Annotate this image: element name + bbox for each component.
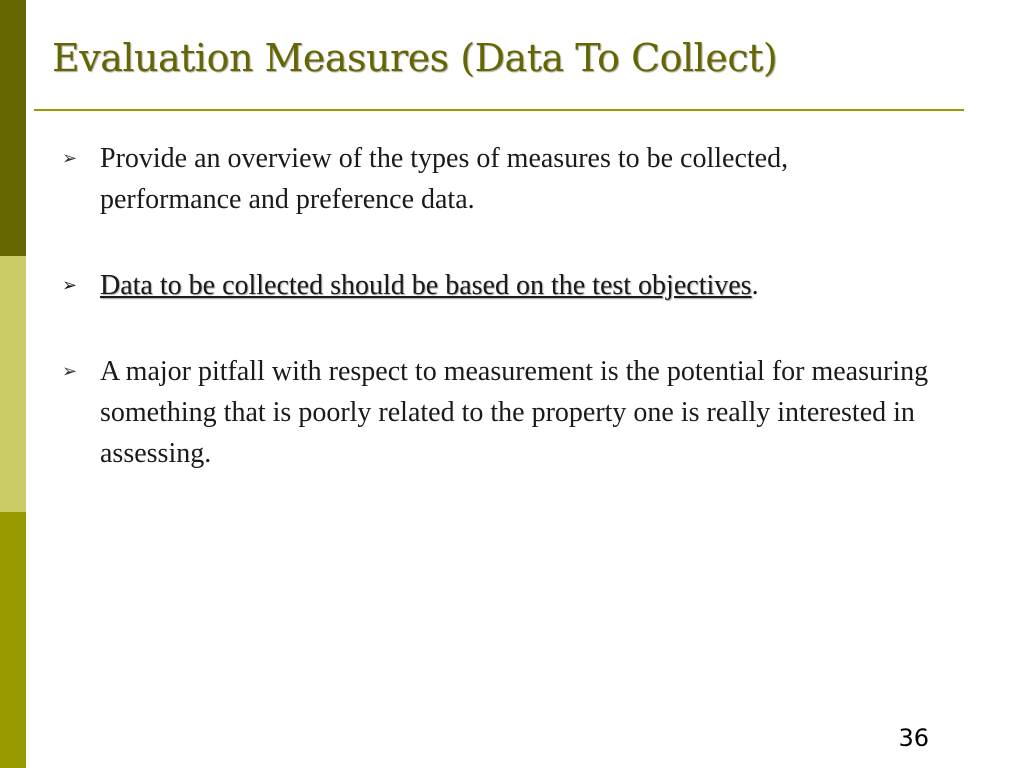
bullet-item	[62, 351, 932, 474]
bullet-item	[62, 138, 932, 220]
bullet-text: A major pitfall with respect to measurement is the potential for measuring something that is poorly related to the property one is really interested in assessing.	[100, 356, 929, 469]
page-number: 36	[898, 724, 929, 752]
title-divider	[34, 109, 964, 111]
bullet-list	[62, 138, 932, 474]
arrow-bullet-icon: ➢	[62, 361, 78, 382]
bullet-item	[62, 265, 932, 306]
arrow-bullet-icon: ➢	[62, 275, 78, 296]
arrow-bullet-icon: ➢	[62, 148, 78, 169]
sidebar-band-top	[0, 0, 26, 256]
sidebar-band-bottom	[0, 512, 26, 768]
bullet-text-suffix: .	[751, 270, 759, 301]
slide-title: Evaluation Measures (Data To Collect)	[52, 36, 778, 80]
bullet-text: Provide an overview of the types of measures to be collected, performance and preference data.	[100, 143, 789, 215]
bullet-text-emphasized: Data to be collected should be based on the test objectives	[100, 270, 752, 301]
sidebar-band-middle	[0, 256, 26, 512]
